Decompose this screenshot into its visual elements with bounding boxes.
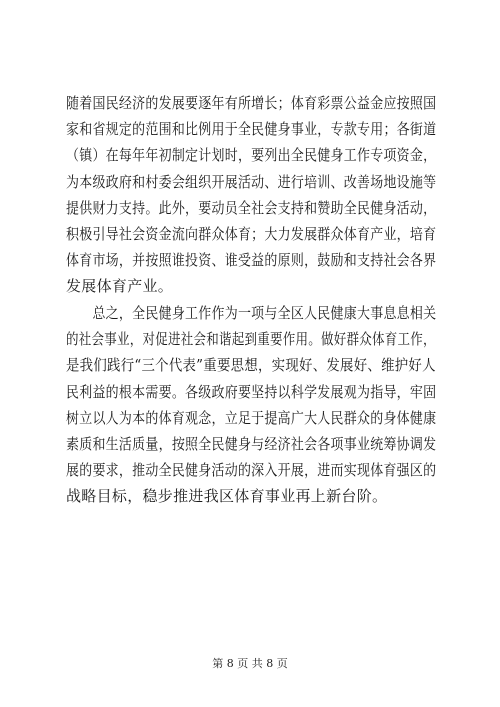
paragraph-line: 总之，全民健身工作作为一项与全区人民健康大事息息相关	[66, 304, 437, 322]
paragraph-line: 体育市场，并按照谁投资、谁受益的原则，鼓励和支持社会各界	[66, 251, 437, 269]
paragraph-line: 提供财力支持。此外，要动员全社会支持和赞助全民健身活动，	[66, 199, 437, 217]
paragraph-line: 展的要求，推动全民健身活动的深入开展，进而实现体育强区的	[66, 461, 437, 479]
paragraph-line: 为本级政府和村委会组织开展活动、进行培训、改善场地设施等	[66, 173, 437, 191]
paragraph-line: （镇）在每年年初制定计划时，要列出全民健身工作专项资金，	[66, 146, 437, 164]
paragraph-line: 素质和生活质量，按照全民健身与经济社会各项事业统筹协调发	[66, 435, 437, 453]
page-number-footer: 第 8 页 共 8 页	[212, 657, 288, 670]
paragraph-line: 的社会事业，对促进社会和谐起到重要作用。做好群众体育工作，	[66, 330, 436, 348]
paragraph-line: 树立以人为本的体育观念，立足于提高广大人民群众的身体健康	[66, 409, 437, 427]
paragraph-line: 发展体育产业。	[66, 277, 174, 295]
paragraph-line: 战略目标，稳步推进我区体育事业再上新台阶。	[66, 487, 388, 505]
paragraph-line: 随着国民经济的发展要逐年有所增长；体育彩票公益金应按照国	[66, 94, 437, 112]
paragraph-line: 是我们践行“三个代表”重要思想，实现好、发展好、维护好人	[66, 356, 436, 374]
paragraph-line: 积极引导社会资金流向群众体育；大力发展群众体育产业，培育	[66, 225, 437, 243]
paragraph-line: 民利益的根本需要。各级政府要坚持以科学发展观为指导，牢固	[66, 383, 437, 401]
paragraph-line: 家和省规定的范围和比例用于全民健身事业，专款专用；各街道	[66, 120, 437, 138]
